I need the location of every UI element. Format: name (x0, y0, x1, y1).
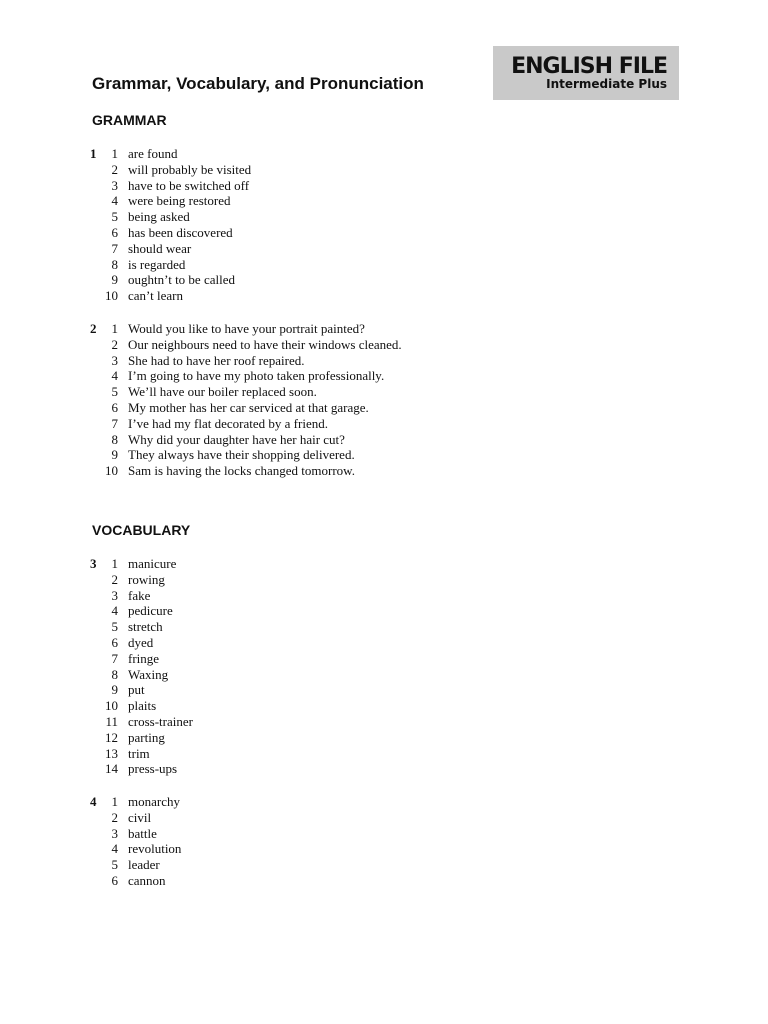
item-number: 5 (111, 619, 118, 635)
item-number: 3 (111, 177, 118, 193)
exercise-number: 2 (90, 321, 97, 336)
item-answer: have to be switched off (128, 177, 250, 193)
item-number: 9 (111, 447, 118, 463)
item-number: 8 (111, 666, 118, 682)
item-number: 9 (111, 272, 118, 288)
item-number: 5 (111, 857, 118, 873)
item-number: 10 (105, 288, 118, 304)
item-number: 8 (111, 256, 118, 272)
exercise-number: 4 (90, 794, 97, 809)
item-number: 1 (111, 321, 118, 336)
item-answer: parting (128, 729, 165, 745)
item-number: 5 (111, 384, 118, 400)
item-answer: cannon (128, 872, 166, 888)
item-number: 2 (111, 161, 118, 177)
item-answer: pedicure (128, 603, 173, 619)
item-number: 13 (105, 745, 118, 761)
item-answer: I’m going to have my photo taken professionally. (128, 368, 385, 384)
item-number: 8 (111, 431, 118, 447)
item-answer: is regarded (128, 256, 186, 272)
logo-title: ENGLISH FILE (511, 54, 667, 79)
item-answer: were being restored (128, 193, 231, 209)
item-answer: fake (128, 587, 151, 603)
exercise-number: 1 (90, 146, 97, 161)
item-answer: are found (128, 146, 178, 161)
item-answer: She had to have her roof repaired. (128, 352, 305, 368)
item-number: 1 (111, 794, 118, 809)
item-number: 4 (111, 368, 118, 384)
item-number: 2 (111, 809, 118, 825)
item-answer: dyed (128, 634, 154, 650)
item-answer: revolution (128, 841, 182, 857)
item-number: 11 (105, 713, 118, 729)
item-number: 14 (105, 761, 118, 777)
item-answer: rowing (128, 571, 165, 587)
item-number: 2 (111, 571, 118, 587)
item-number: 3 (111, 352, 118, 368)
item-number: 1 (111, 556, 118, 571)
exercise-number: 3 (90, 556, 97, 571)
item-number: 4 (111, 603, 118, 619)
item-answer: plaits (128, 698, 157, 714)
item-number: 6 (111, 224, 118, 240)
item-number: 4 (111, 193, 118, 209)
item-answer: monarchy (128, 794, 180, 809)
item-number: 12 (105, 729, 118, 745)
item-number: 6 (111, 872, 118, 888)
item-answer: I’ve had my flat decorated by a friend. (128, 415, 328, 431)
item-answer: Our neighbours need to have their windows cleaned. (128, 336, 402, 352)
item-answer: should wear (128, 240, 192, 256)
item-answer: Sam is having the locks changed tomorrow. (128, 463, 355, 479)
item-number: 3 (111, 825, 118, 841)
item-answer: Why did your daughter have her hair cut? (128, 431, 345, 447)
logo-subtitle: Intermediate Plus (546, 77, 667, 91)
section-heading-grammar: GRAMMAR (92, 112, 167, 128)
item-number: 5 (111, 209, 118, 225)
item-number: 1 (111, 146, 118, 161)
page-title: Grammar, Vocabulary, and Pronunciation (92, 74, 424, 93)
item-number: 3 (111, 587, 118, 603)
item-answer: put (128, 682, 145, 698)
english-file-logo (493, 46, 679, 100)
item-number: 9 (111, 682, 118, 698)
item-answer: battle (128, 825, 157, 841)
section-heading-vocabulary: VOCABULARY (92, 522, 191, 538)
item-answer: fringe (128, 650, 160, 666)
item-answer: Waxing (128, 666, 169, 682)
item-answer: We’ll have our boiler replaced soon. (128, 384, 317, 400)
item-number: 10 (105, 698, 118, 714)
item-answer: cross-trainer (128, 713, 193, 729)
item-answer: oughtn’t to be called (128, 272, 235, 288)
item-answer: being asked (128, 209, 190, 225)
item-answer: Would you like to have your portrait painted? (128, 321, 365, 336)
item-number: 4 (111, 841, 118, 857)
item-number: 7 (111, 650, 118, 666)
item-answer: has been discovered (128, 224, 233, 240)
item-number: 7 (111, 415, 118, 431)
item-number: 2 (111, 336, 118, 352)
item-answer: stretch (128, 619, 163, 635)
item-number: 7 (111, 240, 118, 256)
item-answer: can’t learn (128, 288, 183, 304)
item-number: 6 (111, 399, 118, 415)
item-number: 6 (111, 634, 118, 650)
item-answer: leader (128, 857, 160, 873)
item-number: 10 (105, 463, 118, 479)
item-answer: My mother has her car serviced at that garage. (128, 399, 369, 415)
item-answer: will probably be visited (128, 161, 252, 177)
item-answer: They always have their shopping delivered. (128, 447, 355, 463)
item-answer: manicure (128, 556, 177, 571)
item-answer: press-ups (128, 761, 178, 777)
item-answer: trim (128, 745, 150, 761)
item-answer: civil (128, 809, 152, 825)
